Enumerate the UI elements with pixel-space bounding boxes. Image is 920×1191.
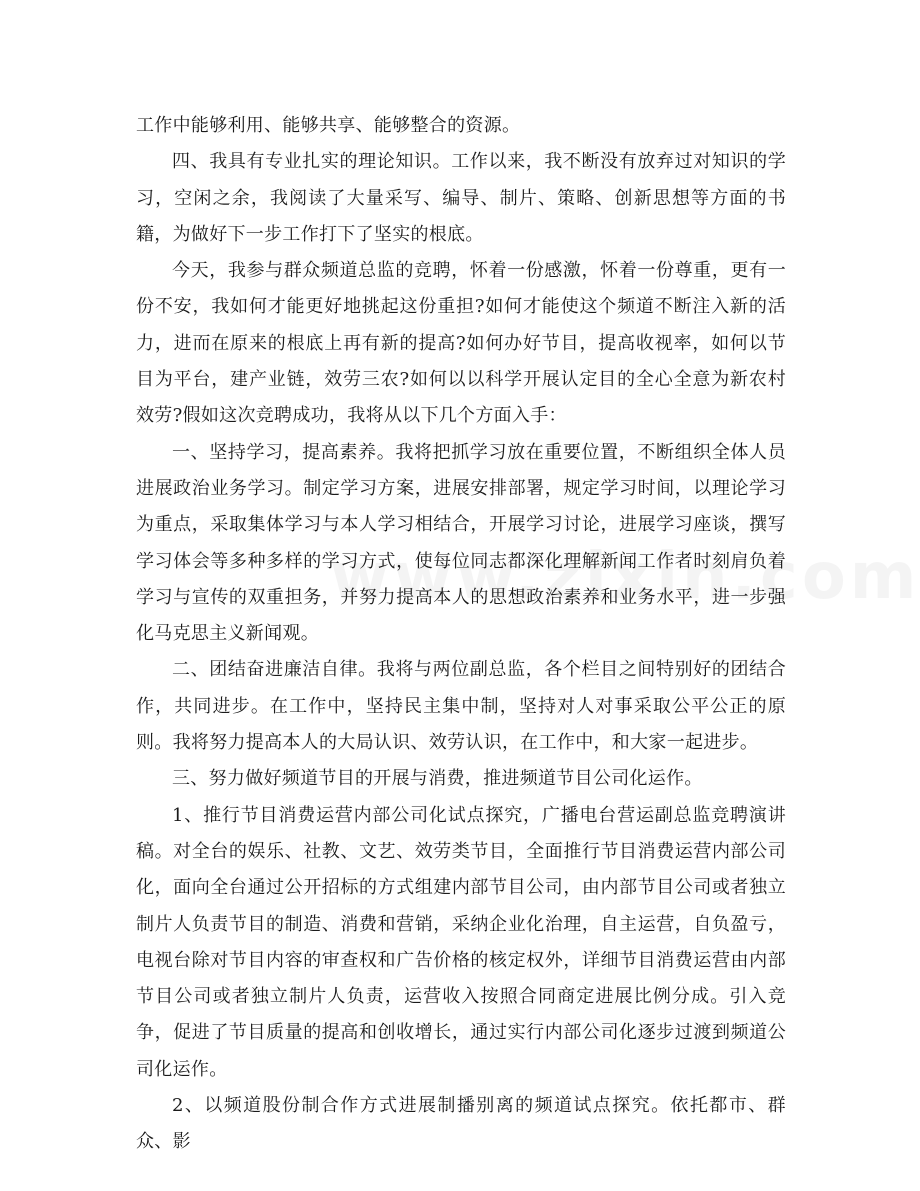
paragraph-1: 工作中能够利用、能够共享、能够整合的资源。 bbox=[136, 115, 521, 136]
paragraph-7: 1、推行节目消费运营内部公司化试点探究，广播电台营运副总监竞聘演讲稿。对全台的娱乐、社教、文艺、效劳类节目，全面推行节目消费运营内部公司化，面向全台通过公开招标的方式组建内部节目公司，由内部节目公司或者独立制片人负责节目的制造、消费和营销，采纳企业化治理，自主运营，自负盈亏，电视台除对节目内容的审查权和广告价格的核定权外，详细节目消费运营由内部节目公司或者独立制片人负责，运营收入按照合同商定进展比例分成。引入竞争，促进了节目质量的提高和创收增长，通过实行内部公司化逐步过渡到频道公司化运作。 bbox=[136, 804, 786, 1080]
paragraph-8: 2、以频道股份制合作方式进展制播别离的频道试点探究。依托都市、群众、影 bbox=[136, 1095, 786, 1153]
paragraph-5: 二、团结奋进廉洁自律。我将与两位副总监，各个栏目之间特别好的团结合作，共同进步。在工作中，坚持民主集中制，坚持对人对事采取公平公正的原则。我将努力提高本人的大局认识、效劳认识，在工作中，和大家一起进步。 bbox=[136, 659, 786, 754]
document-body bbox=[136, 108, 786, 1161]
paragraph-3: 今天，我参与群众频道总监的竞聘，怀着一份感激，怀着一份尊重，更有一份不安，我如何才能更好地挑起这份重担?如何才能使这个频道不断注入新的活力，进而在原来的根底上再有新的提高?如何办好节目，提高收视率，如何以节目为平台，建产业链，效劳三农?如何以以科学开展认定目的全心全意为新农村效劳?假如这次竞聘成功，我将从以下几个方面入手： bbox=[136, 260, 786, 427]
paragraph-2: 四、我具有专业扎实的理论知识。工作以来，我不断没有放弃过对知识的学习，空闲之余，我阅读了大量采写、编导、制片、策略、创新思想等方面的书籍，为做好下一步工作打下了坚实的根底。 bbox=[136, 151, 786, 245]
paragraph-6: 三、努力做好频道节目的开展与消费，推进频道节目公司化运作。 bbox=[172, 768, 703, 790]
paragraph-4: 一、坚持学习，提高素养。我将把抓学习放在重要位置，不断组织全体人员进展政治业务学习。制定学习方案，进展安排部署，规定学习时间，以理论学习为重点，采取集体学习与本人学习相结合，开展学习讨论，进展学习座谈，撰写学习体会等多种多样的学习方式，使每位同志都深化理解新闻工作者时刻肩负着学习与宣传的双重担务，并努力提高本人的思想政治素养和业务水平，进一步强化马克思主义新闻观。 bbox=[136, 441, 786, 645]
